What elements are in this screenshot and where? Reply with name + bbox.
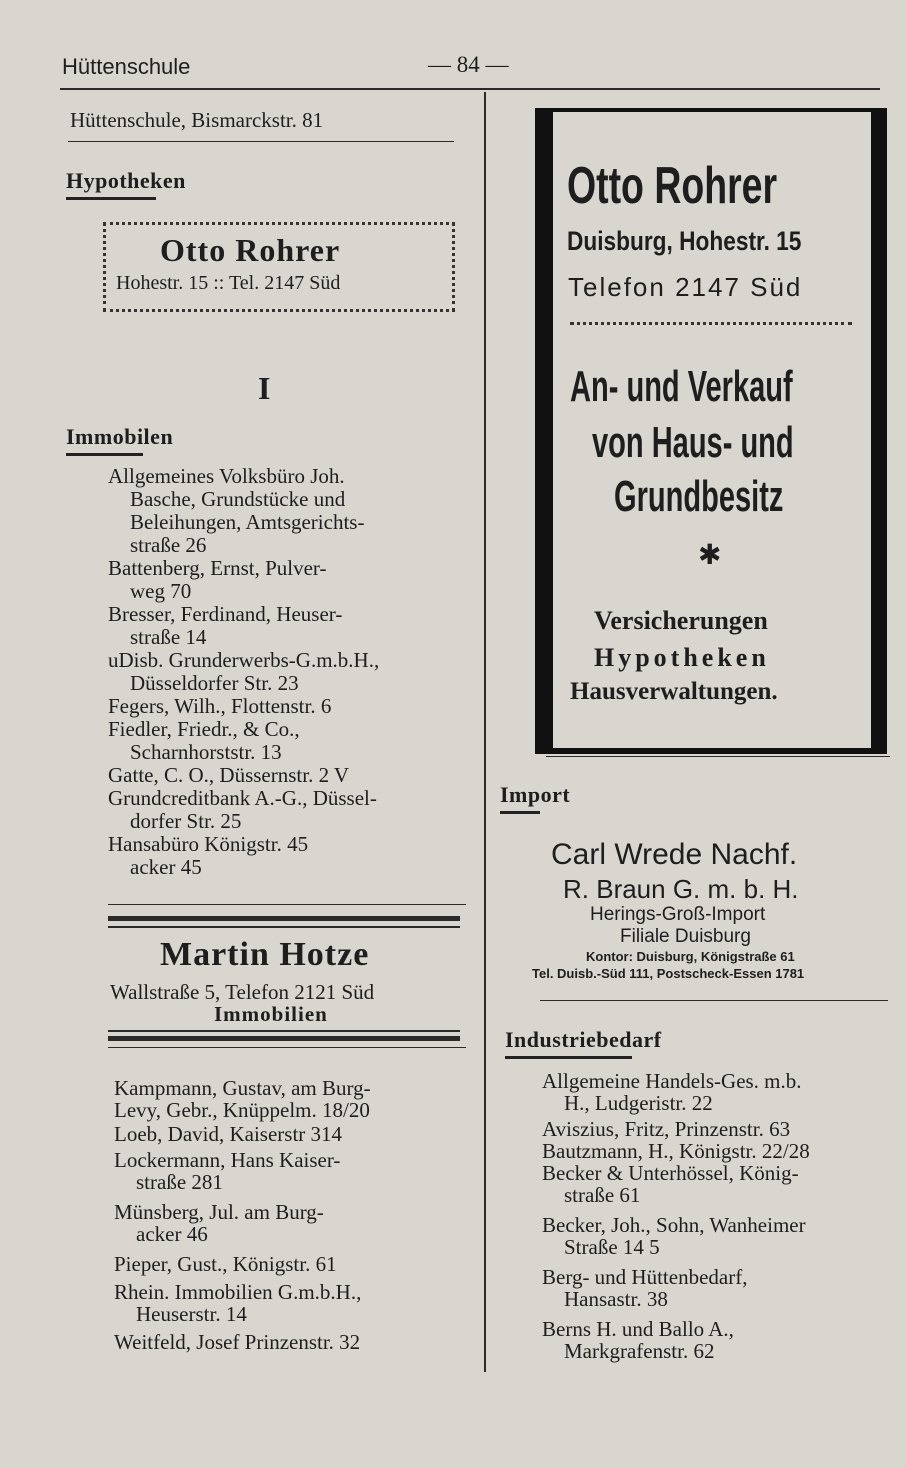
first-entry: Hüttenschule, Bismarckstr. 81 (70, 108, 324, 132)
big-ad-slogan-3: Grundbesitz (614, 472, 784, 521)
hotze-address: Wallstraße 5, Telefon 2121 Süd (110, 980, 375, 1004)
list-item: Allgemeine Handels-Ges. m.b. H., Ludgeristr. 22 (542, 1069, 802, 1115)
section-heading-immobilen: Immobilen (66, 424, 174, 449)
wrede-name: Carl Wrede Nachf. (551, 838, 798, 871)
list-item: Berns H. und Ballo A., Markgrafenstr. 62 (542, 1317, 734, 1363)
wrede-line4: Tel. Duisb.-Süd 111, Postscheck-Essen 1781 (532, 966, 805, 981)
big-ad-phone: Telefon 2147 Süd (568, 272, 803, 302)
big-ad-slogan-1: An- und Verkauf (570, 362, 793, 411)
entries-block-3 (542, 1070, 810, 1362)
entries-block-1 (108, 465, 379, 879)
section-heading-import: Import (500, 782, 571, 807)
star-icon: ✱ (698, 540, 722, 571)
hotze-rule-top-thick (108, 916, 460, 921)
small-ad-name: Otto Rohrer (160, 232, 341, 268)
list-item: Weitfeld, Josef Prinzenstr. 32 (114, 1330, 361, 1354)
section-letter: I (258, 370, 271, 406)
page-number: — 84 — (428, 52, 509, 77)
big-ad-dotted-rule (570, 322, 852, 325)
entries-block-2 (114, 1077, 371, 1353)
hotze-rule-bottom-thin (108, 1047, 466, 1048)
section-heading-hypotheken: Hypotheken (66, 168, 186, 193)
big-ad-address: Duisburg, Hohestr. 15 (567, 226, 802, 256)
list-item: Loeb, David, Kaiserstr 314 (114, 1122, 343, 1146)
big-ad-slogan-2: von Haus- und (592, 418, 794, 467)
list-item: Kampmann, Gustav, am Burg- (114, 1076, 371, 1100)
list-item: Bautzmann, H., Königstr. 22/28 (542, 1139, 810, 1163)
list-item: Becker & Unterhössel, König- straße 61 (542, 1161, 799, 1207)
hotze-rule-top-thin (108, 926, 460, 928)
hotze-rule-top (108, 904, 466, 905)
list-item: Bresser, Ferdinand, Heuser- straße 14 (108, 602, 343, 649)
wrede-line2: Filiale Duisburg (620, 926, 751, 947)
rule (540, 1000, 888, 1001)
list-item: Levy, Gebr., Knüppelm. 18/20 (114, 1098, 370, 1122)
list-item: uDisb. Grunderwerbs-G.m.b.H., Düsseldorfer Str. 23 (108, 648, 380, 695)
hotze-rule-bottom (108, 1030, 460, 1032)
big-ad-service-1: Versicherungen (594, 606, 768, 635)
list-item: Fegers, Wilh., Flottenstr. 6 (108, 694, 332, 718)
list-item: Grundcreditbank A.-G., Düssel- dorfer Str. 25 (108, 786, 377, 833)
column-divider (484, 92, 486, 1372)
list-item: Fiedler, Friedr., & Co., Scharnhorststr. 13 (108, 717, 300, 764)
list-item: Aviszius, Fritz, Prinzenstr. 63 (542, 1117, 791, 1141)
list-item: Rhein. Immobilien G.m.b.H., Heuserstr. 14 (114, 1280, 362, 1326)
big-ad-service-3: Hausverwaltungen. (570, 678, 778, 705)
list-item: Münsberg, Jul. am Burg- acker 46 (114, 1200, 324, 1246)
wrede-line3: Kontor: Duisburg, Königstraße 61 (586, 949, 795, 964)
list-item: Berg- und Hüttenbedarf, Hansastr. 38 (542, 1265, 748, 1311)
running-header: Hüttenschule (62, 54, 191, 79)
list-item: Hansabüro Königstr. 45 acker 45 (108, 832, 309, 879)
list-item: Becker, Joh., Sohn, Wanheimer Straße 14 5 (542, 1213, 806, 1259)
list-item: Battenberg, Ernst, Pulver- weg 70 (108, 556, 327, 603)
wrede-line1: Herings-Groß-Import (590, 904, 766, 925)
hotze-rule-bottom-thick (108, 1036, 460, 1041)
rule (68, 141, 454, 142)
small-ad-line: Hohestr. 15 :: Tel. 2147 Süd (116, 272, 341, 294)
list-item: Lockermann, Hans Kaiser- straße 281 (114, 1148, 341, 1194)
wrede-owner: R. Braun G. m. b. H. (563, 874, 799, 904)
list-item: Gatte, C. O., Düssernstr. 2 V (108, 763, 350, 787)
section-heading-industriebedarf: Industriebedarf (505, 1027, 662, 1052)
big-ad-name: Otto Rohrer (567, 157, 778, 215)
big-ad-service-2: Hypotheken (594, 643, 770, 672)
list-item: Pieper, Gust., Königstr. 61 (114, 1252, 337, 1276)
rule (546, 756, 890, 757)
hotze-business: Immobilien (214, 1002, 328, 1026)
hotze-name: Martin Hotze (160, 936, 370, 973)
list-item: Allgemeines Volksbüro Joh. Basche, Grundstücke und Beleihungen, Amtsgerichts- straße 26 (108, 464, 365, 557)
header-rule (60, 88, 880, 90)
